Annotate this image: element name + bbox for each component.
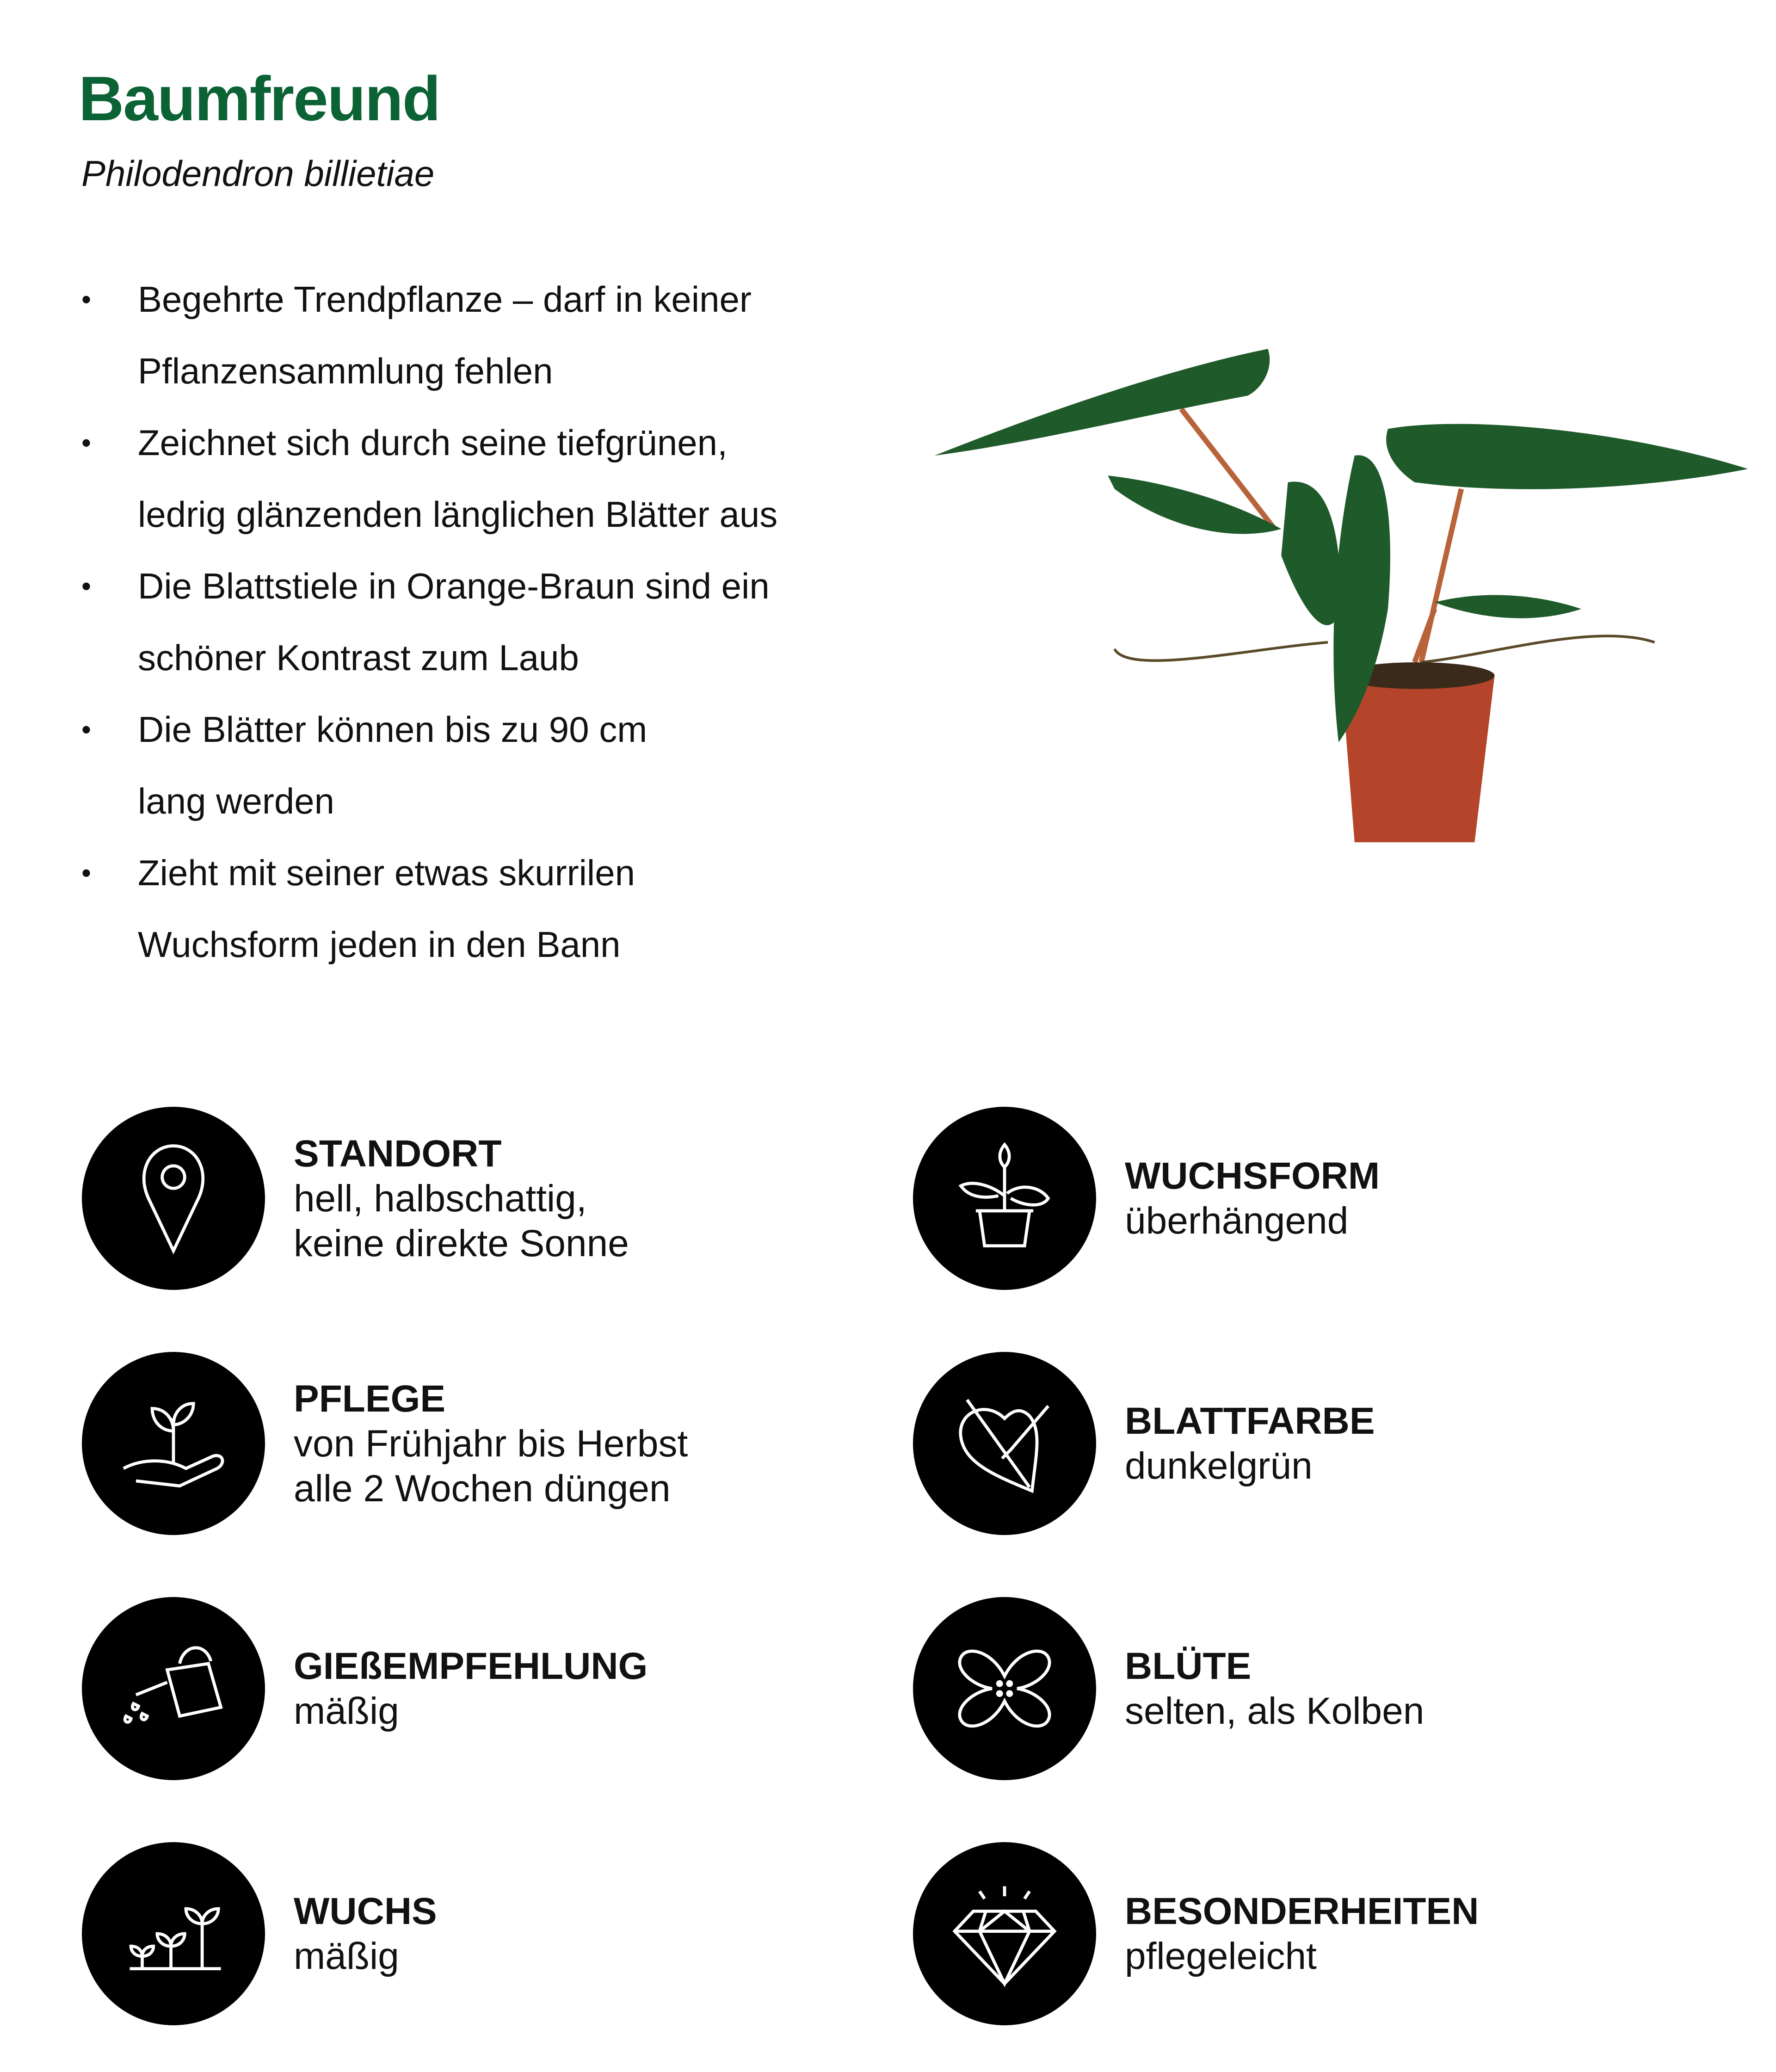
bullet-item <box>81 837 891 980</box>
flower-icon <box>913 1597 1096 1780</box>
feature-wuchs <box>82 1842 437 2025</box>
page-title: Baumfreund <box>79 63 440 134</box>
feature-bullet-list <box>81 264 891 980</box>
bullet-text: lang werden <box>138 781 334 821</box>
feature-value: mäßig <box>294 1690 399 1732</box>
feature-value: dunkelgrün <box>1125 1445 1313 1487</box>
bullet-item <box>81 550 891 694</box>
bullet-dot: • <box>81 427 92 458</box>
bullet-text: Wuchsform jeden in den Bann <box>138 924 621 965</box>
feature-value: von Frühjahr bis Herbst <box>294 1422 688 1465</box>
bullet-dot: • <box>81 857 92 888</box>
hand-seedling-icon <box>82 1352 265 1535</box>
growing-sprouts-icon <box>82 1842 265 2025</box>
bullet-item <box>81 694 891 837</box>
feature-title: BESONDERHEITEN <box>1125 1890 1479 1932</box>
location-pin-icon <box>82 1107 265 1290</box>
feature-blattfarbe <box>913 1352 1375 1535</box>
bullet-text: Zieht mit seiner etwas skurrilen <box>138 852 635 893</box>
bullet-text: Die Blätter können bis zu 90 cm <box>138 709 648 750</box>
bullet-text: Die Blattstiele in Orange-Braun sind ein <box>138 566 770 606</box>
bullet-item <box>81 264 891 407</box>
feature-value: pflegeleicht <box>1125 1935 1317 1977</box>
feature-title: WUCHS <box>294 1890 437 1932</box>
potted-plant-icon <box>913 1107 1096 1290</box>
plant-image <box>925 342 1758 856</box>
feature-title: BLATTFARBE <box>1125 1400 1375 1442</box>
feature-title: PFLEGE <box>294 1377 446 1420</box>
feature-wuchsform <box>913 1107 1380 1290</box>
feature-title: WUCHSFORM <box>1125 1155 1380 1197</box>
bullet-item <box>81 407 891 550</box>
watering-can-icon <box>82 1597 265 1780</box>
bullet-text: schöner Kontrast zum Laub <box>138 637 579 678</box>
feature-value: hell, halbschattig, <box>294 1177 587 1220</box>
feature-besonderheiten <box>913 1842 1479 2025</box>
feature-title: BLÜTE <box>1125 1645 1252 1687</box>
feature-title: STANDORT <box>294 1132 502 1175</box>
feature-standort <box>82 1107 629 1290</box>
bullet-text: Begehrte Trendpflanze – darf in keiner <box>138 279 752 320</box>
bullet-text: ledrig glänzenden länglichen Blätter aus <box>138 494 778 535</box>
botanical-name: Philodendron billietiae <box>81 153 435 194</box>
bullet-text: Pflanzensammlung fehlen <box>138 351 553 391</box>
feature-value: alle 2 Wochen düngen <box>294 1467 671 1510</box>
bullet-dot: • <box>81 284 92 315</box>
feature-pflege <box>82 1352 688 1535</box>
bullet-dot: • <box>81 571 92 602</box>
feature-value: selten, als Kolben <box>1125 1690 1424 1732</box>
feature-giessen <box>82 1597 648 1780</box>
feature-value: überhängend <box>1125 1200 1349 1242</box>
feature-bluete <box>913 1597 1424 1780</box>
feature-title: GIEßEMPFEHLUNG <box>294 1645 648 1687</box>
leaf-brush-icon <box>913 1352 1096 1535</box>
bullet-text: Zeichnet sich durch seine tiefgrünen, <box>138 422 728 463</box>
diamond-icon <box>913 1842 1096 2025</box>
feature-value: keine direkte Sonne <box>294 1222 629 1264</box>
bullet-dot: • <box>81 714 92 745</box>
feature-value: mäßig <box>294 1935 399 1977</box>
